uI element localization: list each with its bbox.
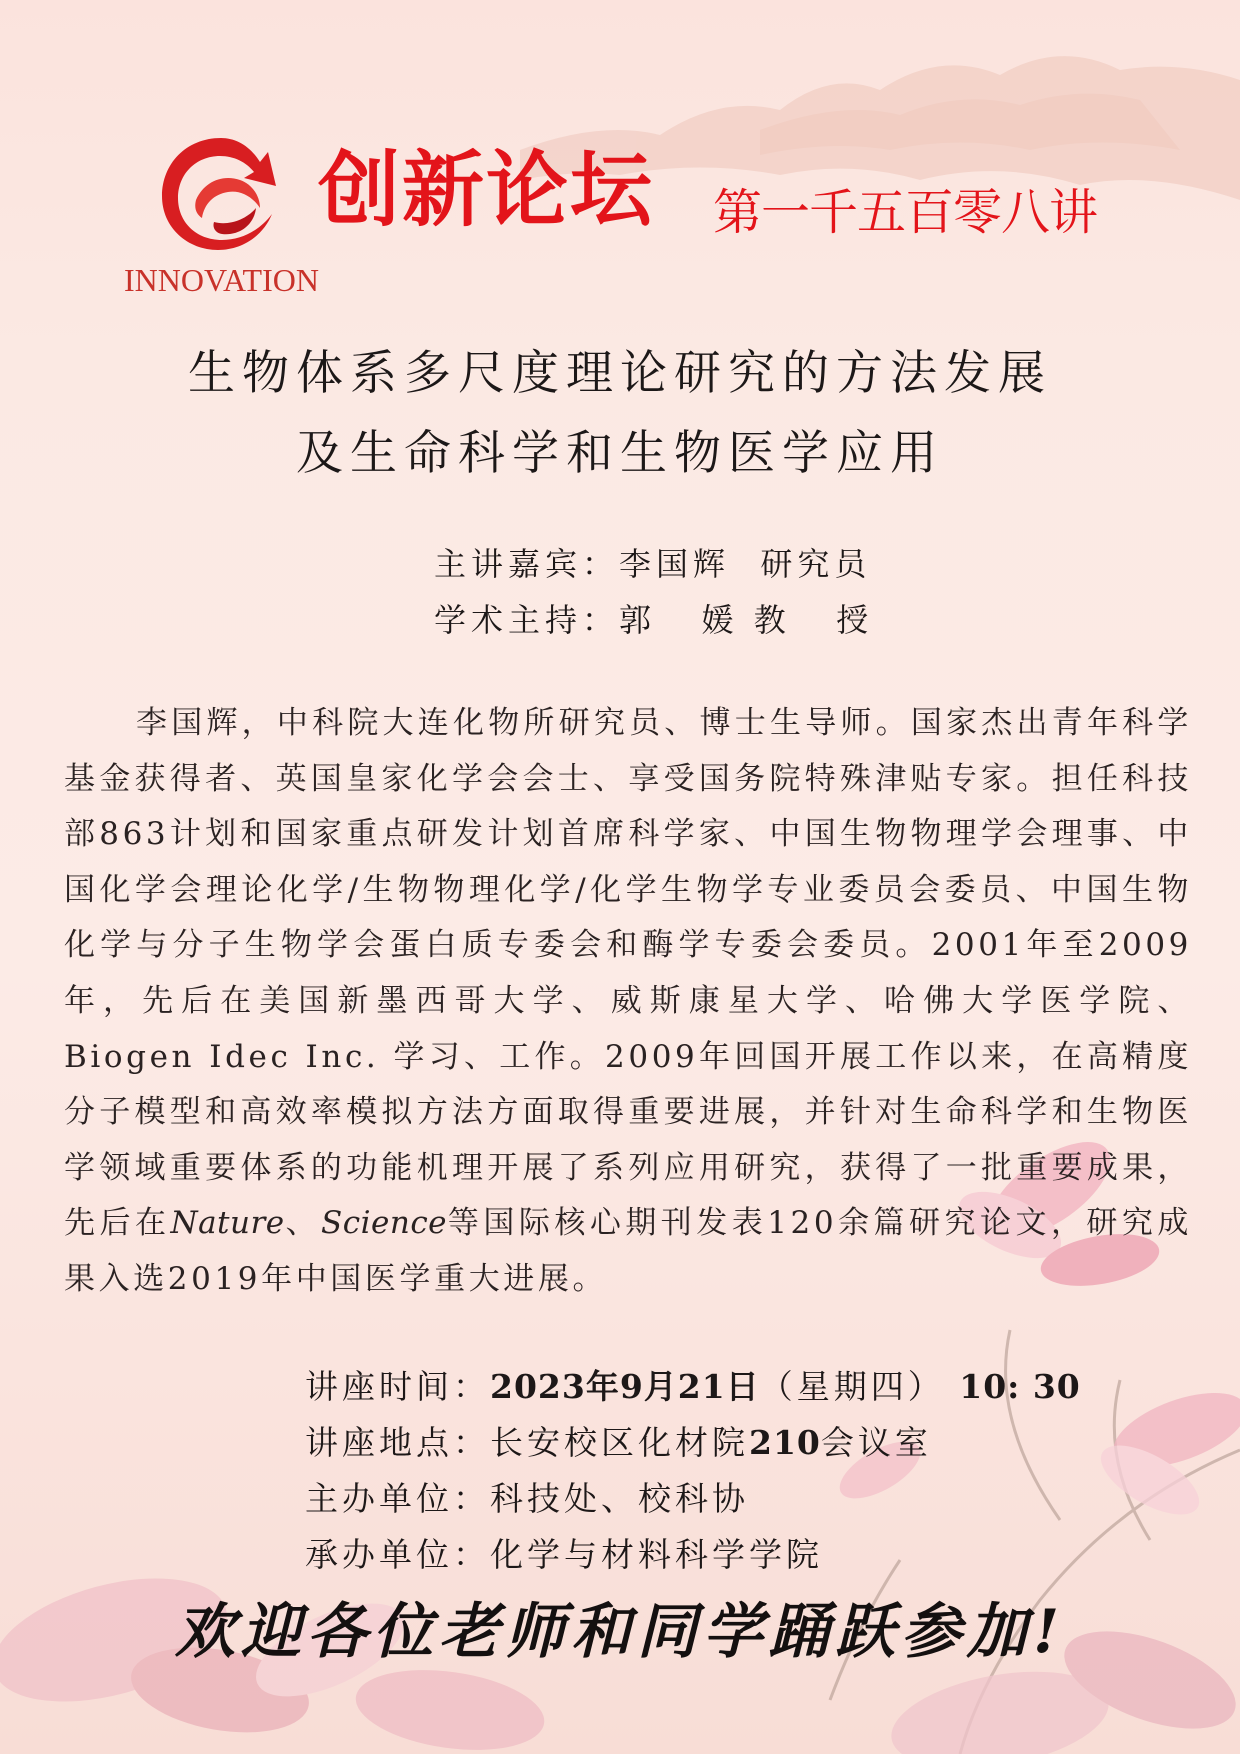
time-weekday: （星期四） — [759, 1367, 945, 1406]
time-label: 讲座时间： — [305, 1367, 490, 1406]
co-organizer-label: 承办单位： — [305, 1535, 490, 1574]
organizer-label: 主办单位： — [305, 1479, 490, 1518]
speaker-biography — [64, 696, 1192, 1308]
co-organizer — [305, 1535, 823, 1574]
organizer-value: 科技处、校科协 — [490, 1479, 749, 1518]
lecture-time — [305, 1367, 1081, 1406]
logo-text: INNOVATION — [124, 262, 319, 298]
forum-name: 创新论坛 — [318, 143, 655, 238]
place-value-a: 长安校区化材院 — [490, 1423, 749, 1462]
bio-text-part-2: 等国际核心期刊发表120余篇研究论文，研究成果入选2019年中国医学重大进展。 — [64, 1205, 1192, 1297]
place-room-number: 210 — [749, 1423, 821, 1462]
time-clock: 10: 30 — [959, 1367, 1081, 1406]
time-date: 2023年9月21日 — [490, 1367, 760, 1406]
welcome-slogan: 欢迎各位老师和同学踊跃参加! — [174, 1597, 1066, 1667]
speaker-line: 主讲嘉宾：李国辉 研究员 — [434, 545, 872, 583]
lecture-title-line-1: 生物体系多尺度理论研究的方法发展 — [188, 346, 1052, 401]
lecture-number: 第一千五百零八讲 — [713, 184, 1098, 241]
bio-text-part-1: 李国辉，中科院大连化物所研究员、博士生导师。国家杰出青年科学基金获得者、英国皇家化学会会士、享受国务院特殊津贴专家。担任科技部863计划和国家重点研发计划首席科学家、中国生物物理学会理事、中国化学会理论化学/生物物理化学/化学生物学专业委员会委员、中国生物化学与分子生物学会蛋白质专委会和酶学专委会委员。2001年至2009年，先后在美国新墨西哥大学、威斯康星大学、哈佛大学医学院、Biogen Idec Inc. 学习、工作。2009年回国开展工作以来，在高精度分子模型和高效率模拟方法方面取得重要进展，并针对生命科学和生物医学领域重要体系的功能机理开展了系列应用研究，获得了一批重要成果，先后在 — [64, 705, 1192, 1242]
co-organizer-value: 化学与材料科学学院 — [490, 1535, 823, 1574]
innovation-swirl-logo — [156, 130, 286, 255]
place-value-c: 会议室 — [820, 1423, 932, 1462]
place-label: 讲座地点： — [305, 1423, 490, 1462]
bio-separator: 、 — [284, 1205, 321, 1242]
host-line: 学术主持：郭 媛 教 授 — [434, 601, 874, 639]
lecture-title-line-2: 及生命科学和生物医学应用 — [296, 426, 944, 481]
journal-science: Science — [321, 1205, 448, 1242]
journal-nature: Nature — [170, 1205, 285, 1242]
organizer — [305, 1479, 749, 1518]
lecture-place — [305, 1423, 932, 1462]
